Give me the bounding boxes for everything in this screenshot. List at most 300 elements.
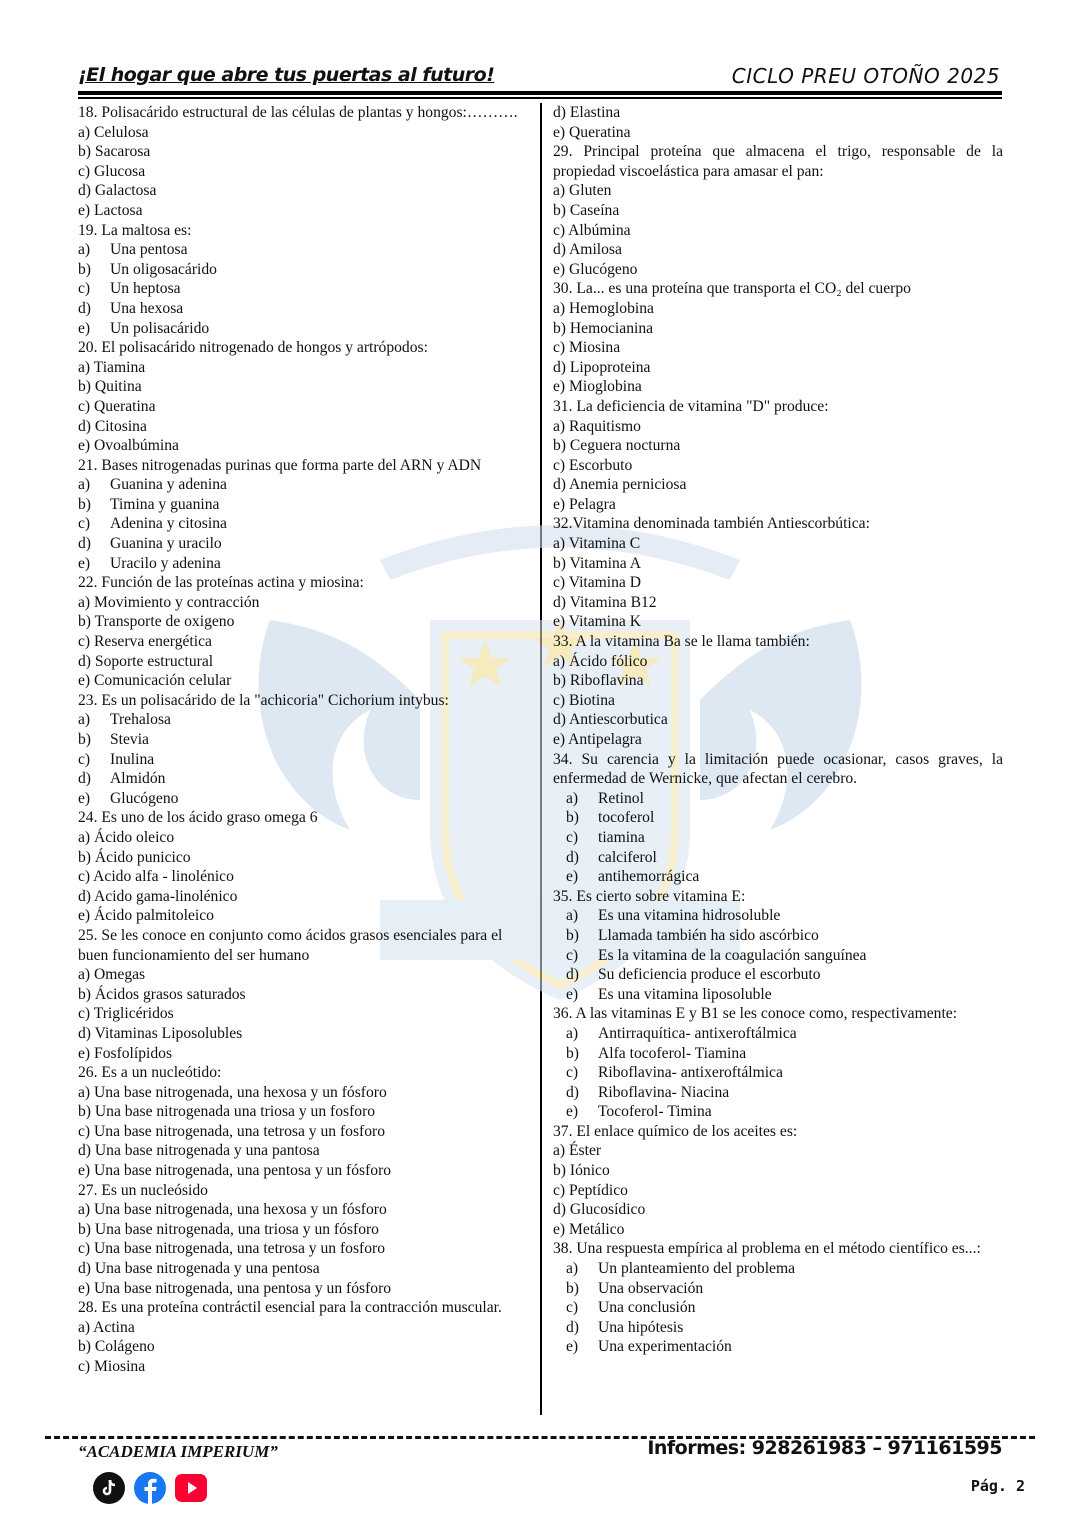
option-letter: a) xyxy=(78,476,91,494)
option-letter: c) xyxy=(78,1240,91,1258)
option-text: Lipoproteina xyxy=(569,358,651,376)
option-letter: e) xyxy=(566,1338,579,1356)
option-letter: b) xyxy=(78,1338,91,1356)
option-text: Peptídico xyxy=(569,1181,628,1199)
option-letter: d) xyxy=(78,299,91,317)
option-text: Ácido punicico xyxy=(94,848,191,866)
answer-option xyxy=(78,279,527,299)
option-text: antihemorrágica xyxy=(598,868,700,886)
option-text: Ácido oleico xyxy=(94,828,175,846)
option-letter: b) xyxy=(566,809,579,827)
option-text: Una base nitrogenada y una pentosa xyxy=(94,1260,320,1278)
option-text: Actina xyxy=(93,1318,135,1336)
option-letter: c) xyxy=(566,828,579,846)
option-letter: a) xyxy=(78,358,91,376)
option-text: Omegas xyxy=(94,966,146,984)
facebook-icon[interactable] xyxy=(134,1472,166,1504)
option-text: Elastina xyxy=(569,104,621,121)
option-text: Galactosa xyxy=(94,182,157,200)
answer-option xyxy=(553,358,1003,378)
option-text: Almidón xyxy=(110,770,166,788)
answer-option xyxy=(553,848,1003,868)
option-text: Vitamina B12 xyxy=(569,593,657,611)
social-icons xyxy=(93,1472,207,1504)
answer-option xyxy=(78,260,527,280)
answer-option xyxy=(78,1141,527,1161)
answer-option xyxy=(553,554,1003,574)
answer-option xyxy=(78,750,527,770)
option-letter: a) xyxy=(566,789,579,807)
answer-option xyxy=(78,652,527,672)
answer-option xyxy=(553,612,1003,632)
answer-option xyxy=(553,319,1003,339)
option-letter: c) xyxy=(78,1005,91,1023)
left-column xyxy=(78,103,527,1377)
option-letter: d) xyxy=(78,1260,91,1278)
answer-option xyxy=(553,710,1003,730)
option-text: Inulina xyxy=(110,750,155,768)
answer-option xyxy=(78,1279,527,1299)
option-text: Vitamina C xyxy=(568,535,641,553)
option-letter: e) xyxy=(553,123,566,141)
option-text: Una base nitrogenada, una hexosa y un fósforo xyxy=(94,1083,387,1101)
answer-option xyxy=(553,436,1003,456)
option-text: Gluten xyxy=(569,182,612,200)
option-letter: d) xyxy=(78,182,91,200)
answer-option xyxy=(78,769,527,789)
option-letter: a) xyxy=(553,417,566,435)
answer-option xyxy=(78,1200,527,1220)
answer-option xyxy=(553,1044,1003,1064)
answer-option xyxy=(553,671,1003,691)
question-text: 32.Vitamina denominada también Antiescorbútica: xyxy=(553,515,870,533)
answer-option xyxy=(553,475,1003,495)
option-letter: b) xyxy=(78,731,91,748)
option-letter: a) xyxy=(78,1083,91,1101)
option-letter: d) xyxy=(553,241,566,259)
header-rule-thin xyxy=(78,97,1002,99)
option-letter: c) xyxy=(78,280,91,298)
option-letter: b) xyxy=(566,1279,579,1297)
option-text: Una base nitrogenada, una tetrosa y un fosforo xyxy=(94,1122,386,1140)
option-text: Vitamina A xyxy=(569,554,642,572)
answer-option xyxy=(78,377,527,397)
option-letter: a) xyxy=(553,182,566,200)
answer-option xyxy=(78,593,527,613)
option-letter: c) xyxy=(566,946,579,964)
question-text: 38. Una respuesta empírica al problema en el método científico es...: xyxy=(553,1240,981,1258)
answer-option xyxy=(553,1063,1003,1083)
option-text: Anemia perniciosa xyxy=(569,476,687,494)
option-letter: c) xyxy=(553,339,566,357)
option-text: Trehalosa xyxy=(110,711,171,729)
option-text: Una conclusión xyxy=(598,1299,696,1317)
option-text: Tocoferol- Timina xyxy=(598,1103,712,1121)
option-letter: c) xyxy=(78,750,91,768)
answer-option xyxy=(553,1318,1003,1338)
answer-option xyxy=(78,319,527,339)
answer-option xyxy=(553,377,1003,397)
answer-option xyxy=(78,1239,527,1259)
answer-option xyxy=(553,1102,1003,1122)
answer-option xyxy=(553,1024,1003,1044)
option-letter: d) xyxy=(553,593,566,611)
option-text: Retinol xyxy=(598,789,644,807)
option-text: Vitaminas Liposolubles xyxy=(94,1024,243,1042)
question-text: 29. Principal proteína que almacena el trigo, responsable de la propiedad viscoelástica para amasar el pan: xyxy=(553,143,1003,180)
answer-option xyxy=(78,1044,527,1064)
option-text: Iónico xyxy=(569,1162,610,1180)
option-text: Riboflavina- Niacina xyxy=(598,1083,730,1101)
option-text: Llamada también ha sido ascórbico xyxy=(598,926,819,944)
answer-option xyxy=(553,1083,1003,1103)
option-letter: e) xyxy=(78,1162,91,1180)
option-text: Fosfolípidos xyxy=(94,1044,173,1062)
question-text: 18. Polisacárido estructural de las células de plantas y hongos:………. xyxy=(78,104,518,121)
answer-option xyxy=(78,495,527,515)
option-letter: b) xyxy=(78,378,91,396)
answer-option xyxy=(553,1298,1003,1318)
option-letter: e) xyxy=(553,378,566,396)
option-letter: e) xyxy=(78,437,91,455)
option-letter: b) xyxy=(566,926,579,944)
answer-option xyxy=(78,123,527,143)
option-letter: a) xyxy=(553,1142,566,1160)
option-text: calciferol xyxy=(598,848,657,866)
answer-option xyxy=(553,789,1003,809)
option-letter: c) xyxy=(78,397,91,415)
question-text: 28. Es una proteína contráctil esencial para la contracción muscular. xyxy=(78,1299,502,1317)
answer-option xyxy=(78,1161,527,1181)
answer-option xyxy=(78,181,527,201)
question-text: 21. Bases nitrogenadas purinas que forma parte del ARN y ADN xyxy=(78,456,482,474)
option-text: Una pentosa xyxy=(110,241,188,259)
option-text: tocoferol xyxy=(598,809,655,827)
option-text: Ovoalbúmina xyxy=(94,437,179,455)
option-text: Mioglobina xyxy=(569,378,642,396)
answer-option xyxy=(553,573,1003,593)
option-text: Stevia xyxy=(110,731,149,748)
option-text: Vitamina D xyxy=(568,574,642,592)
answer-option xyxy=(78,789,527,809)
option-letter: e) xyxy=(78,554,91,572)
question-text: 35. Es cierto sobre vitamina E: xyxy=(553,887,746,905)
answer-option xyxy=(78,514,527,534)
answer-option xyxy=(78,730,527,750)
header-cycle: CICLO PREU OTOÑO 2025 xyxy=(731,64,1000,88)
answer-option xyxy=(78,671,527,691)
option-letter: d) xyxy=(553,711,566,729)
option-letter: b) xyxy=(78,985,91,1003)
option-text: Movimiento y contracción xyxy=(94,593,260,611)
answer-option xyxy=(553,730,1003,750)
answer-option xyxy=(553,808,1003,828)
option-text: Miosina xyxy=(94,1358,146,1375)
answer-option xyxy=(553,1259,1003,1279)
question-text: 22. Función de las proteínas actina y miosina: xyxy=(78,574,364,592)
answer-option xyxy=(78,1357,527,1377)
option-letter: b) xyxy=(553,554,566,572)
answer-option xyxy=(78,534,527,554)
option-text: Una base nitrogenada y una pantosa xyxy=(94,1142,320,1160)
option-letter: e) xyxy=(78,1044,91,1062)
answer-option xyxy=(553,260,1003,280)
answer-option xyxy=(553,1141,1003,1161)
answer-option xyxy=(78,299,527,319)
option-text: Guanina y uracilo xyxy=(110,535,222,553)
footer-academy-name: “ACADEMIA IMPERIUM” xyxy=(78,1442,278,1461)
option-letter: b) xyxy=(78,848,91,866)
option-letter: d) xyxy=(566,848,579,866)
answer-option xyxy=(78,632,527,652)
option-text: Un polisacárido xyxy=(110,319,210,337)
answer-option xyxy=(78,1083,527,1103)
option-letter: e) xyxy=(78,789,91,807)
option-letter: e) xyxy=(78,1279,91,1297)
option-text: tiamina xyxy=(598,828,645,846)
option-text: Colágeno xyxy=(94,1338,155,1356)
answer-option xyxy=(78,397,527,417)
option-letter: e) xyxy=(553,260,566,278)
option-text: Citosina xyxy=(94,417,147,435)
answer-option xyxy=(553,103,1003,123)
answer-option xyxy=(553,985,1003,1005)
option-text: Una base nitrogenada, una triosa y un fósforo xyxy=(94,1220,379,1238)
answer-option xyxy=(553,338,1003,358)
option-letter: d) xyxy=(78,1024,91,1042)
option-letter: c) xyxy=(553,691,566,709)
answer-option xyxy=(553,1200,1003,1220)
answer-option xyxy=(78,475,527,495)
answer-option xyxy=(78,1259,527,1279)
answer-option xyxy=(78,985,527,1005)
option-letter: a) xyxy=(566,1260,579,1278)
option-letter: b) xyxy=(78,143,91,161)
option-letter: a) xyxy=(553,652,566,670)
option-text: Pelagra xyxy=(569,495,616,513)
option-letter: a) xyxy=(553,535,566,553)
option-text: Escorbuto xyxy=(569,456,633,474)
option-text: Hemoglobina xyxy=(569,299,654,317)
option-text: Antiescorbutica xyxy=(569,711,668,729)
option-letter: a) xyxy=(78,828,91,846)
option-text: Una hexosa xyxy=(110,299,184,317)
answer-option xyxy=(553,1337,1003,1357)
option-text: Es la vitamina de la coagulación sanguínea xyxy=(598,946,867,964)
option-text: Ácido fólico xyxy=(569,652,648,670)
question-text: 37. El enlace químico de los aceites es: xyxy=(553,1122,798,1140)
answer-option xyxy=(553,221,1003,241)
answer-option xyxy=(553,123,1003,143)
option-letter: c) xyxy=(553,574,566,592)
option-text: Ácidos grasos saturados xyxy=(94,985,246,1003)
option-letter: d) xyxy=(566,966,579,984)
option-letter: a) xyxy=(78,123,91,141)
option-letter: c) xyxy=(553,456,566,474)
option-text: Alfa tocoferol- Tiamina xyxy=(598,1044,747,1062)
answer-option xyxy=(78,887,527,907)
option-text: Ácido palmitoleico xyxy=(94,907,214,925)
answer-option xyxy=(78,240,527,260)
option-letter: c) xyxy=(78,633,91,651)
option-letter: b) xyxy=(78,260,91,278)
option-text: Guanina y adenina xyxy=(110,476,227,494)
option-text: Timina y guanina xyxy=(110,495,220,513)
option-text: Una experimentación xyxy=(598,1338,732,1356)
option-text: Un heptosa xyxy=(110,280,181,298)
answer-option xyxy=(78,358,527,378)
option-text: Triglicéridos xyxy=(93,1005,174,1023)
option-letter: d) xyxy=(553,1201,566,1219)
question-text: 24. Es uno de los ácido graso omega 6 xyxy=(78,809,318,827)
option-letter: e) xyxy=(78,672,91,690)
answer-option xyxy=(553,593,1003,613)
youtube-icon[interactable] xyxy=(175,1472,207,1504)
answer-option xyxy=(78,554,527,574)
option-letter: e) xyxy=(78,201,91,219)
answer-option xyxy=(553,867,1003,887)
answer-option xyxy=(553,1161,1003,1181)
page-number: Pág. 2 xyxy=(970,1477,1025,1495)
option-text: Un oligosacárido xyxy=(110,260,217,278)
option-letter: b) xyxy=(78,1103,91,1121)
answer-option xyxy=(78,1220,527,1240)
option-letter: d) xyxy=(553,476,566,494)
option-letter: d) xyxy=(78,417,91,435)
question-text: 31. La deficiencia de vitamina "D" produce: xyxy=(553,397,829,415)
option-letter: e) xyxy=(553,495,566,513)
answer-option xyxy=(553,965,1003,985)
option-text: Metálico xyxy=(569,1220,625,1238)
option-letter: b) xyxy=(78,613,91,631)
answer-option xyxy=(553,828,1003,848)
answer-option xyxy=(553,181,1003,201)
option-letter: a) xyxy=(78,1318,91,1336)
answer-option xyxy=(78,1318,527,1338)
tiktok-icon[interactable] xyxy=(93,1472,125,1504)
option-letter: d) xyxy=(78,535,91,553)
answer-option xyxy=(78,201,527,221)
option-letter: a) xyxy=(78,241,91,259)
option-text: Riboflavina- antixeroftálmica xyxy=(598,1064,783,1082)
question-text: 20. El polisacárido nitrogenado de hongos y artrópodos: xyxy=(78,339,428,357)
footer-contact: Informes: 928261983 – 971161595 xyxy=(647,1437,1002,1459)
option-text: Quitina xyxy=(94,378,142,396)
answer-option xyxy=(78,867,527,887)
option-letter: c) xyxy=(553,221,566,239)
option-text: Es una vitamina hidrosoluble xyxy=(598,907,781,925)
option-text: Una hipótesis xyxy=(598,1318,684,1336)
option-letter: a) xyxy=(553,299,566,317)
answer-option xyxy=(553,1181,1003,1201)
option-letter: d) xyxy=(553,104,566,121)
answer-option xyxy=(553,240,1003,260)
answer-option xyxy=(553,906,1003,926)
question-text: 19. La maltosa es: xyxy=(78,221,192,239)
option-letter: a) xyxy=(566,907,579,925)
option-letter: d) xyxy=(78,770,91,788)
answer-option xyxy=(78,710,527,730)
right-column xyxy=(553,103,1003,1357)
option-letter: a) xyxy=(566,1024,579,1042)
option-letter: b) xyxy=(553,672,566,690)
option-letter: c) xyxy=(78,515,91,533)
option-text: Transporte de oxigeno xyxy=(94,613,235,631)
header-rule xyxy=(78,91,1002,95)
option-text: Caseína xyxy=(569,201,620,219)
option-letter: e) xyxy=(566,1103,579,1121)
question-text: 26. Es a un nucleótido: xyxy=(78,1064,222,1082)
option-letter: c) xyxy=(78,162,91,180)
option-text: Tiamina xyxy=(93,358,146,376)
answer-option xyxy=(78,612,527,632)
option-text: Vitamina K xyxy=(568,613,642,631)
option-letter: e) xyxy=(553,613,566,631)
answer-option xyxy=(553,417,1003,437)
answer-option xyxy=(553,299,1003,319)
option-text: Celulosa xyxy=(94,123,149,141)
answer-option xyxy=(553,495,1003,515)
option-text: Adenina y citosina xyxy=(110,515,227,533)
option-letter: d) xyxy=(78,652,91,670)
option-text: Biotina xyxy=(569,691,615,709)
option-letter: c) xyxy=(553,1181,566,1199)
option-text: Su deficiencia produce el escorbuto xyxy=(598,966,821,984)
option-letter: a) xyxy=(78,711,91,729)
option-text: Glucógeno xyxy=(110,789,179,807)
option-letter: c) xyxy=(566,1299,579,1317)
answer-option xyxy=(78,436,527,456)
option-text: Sacarosa xyxy=(94,143,151,161)
answer-option xyxy=(553,926,1003,946)
option-letter: e) xyxy=(566,868,579,886)
option-text: Una base nitrogenada, una pentosa y un fósforo xyxy=(94,1162,392,1180)
option-letter: a) xyxy=(78,593,91,611)
answer-option xyxy=(553,946,1003,966)
option-text: Antirraquítica- antixeroftálmica xyxy=(598,1024,797,1042)
answer-option xyxy=(78,906,527,926)
option-text: Una base nitrogenada, una tetrosa y un fosforo xyxy=(94,1240,386,1258)
option-text: Queratina xyxy=(569,123,631,141)
answer-option xyxy=(78,142,527,162)
option-text: Un planteamiento del problema xyxy=(598,1260,796,1278)
option-text: Uracilo y adenina xyxy=(110,554,221,572)
option-text: Hemocianina xyxy=(569,319,654,337)
answer-option xyxy=(553,1220,1003,1240)
option-text: Acido alfa - linolénico xyxy=(93,868,234,886)
answer-option xyxy=(78,417,527,437)
option-letter: e) xyxy=(553,1220,566,1238)
option-letter: d) xyxy=(566,1083,579,1101)
option-text: Una base nitrogenada una triosa y un fosforo xyxy=(94,1103,376,1121)
option-letter: b) xyxy=(553,1162,566,1180)
option-letter: d) xyxy=(566,1318,579,1336)
option-letter: e) xyxy=(78,907,91,925)
option-letter: d) xyxy=(78,1142,91,1160)
question-text: 30. La... es una proteína que transporta el CO₂ del cuerpo xyxy=(553,280,911,298)
option-text: Soporte estructural xyxy=(94,652,214,670)
question-text: 25. Se les conoce en conjunto como ácidos grasos esenciales para el buen funcionamiento del ser humano xyxy=(78,926,503,964)
answer-option xyxy=(78,162,527,182)
option-letter: c) xyxy=(78,868,91,886)
option-letter: c) xyxy=(78,1358,91,1375)
option-text: Una base nitrogenada, una pentosa y un fósforo xyxy=(94,1279,392,1297)
option-letter: a) xyxy=(78,1201,91,1219)
answer-option xyxy=(78,1004,527,1024)
option-letter: b) xyxy=(553,319,566,337)
option-text: Antipelagra xyxy=(568,731,642,748)
answer-option xyxy=(78,1337,527,1357)
